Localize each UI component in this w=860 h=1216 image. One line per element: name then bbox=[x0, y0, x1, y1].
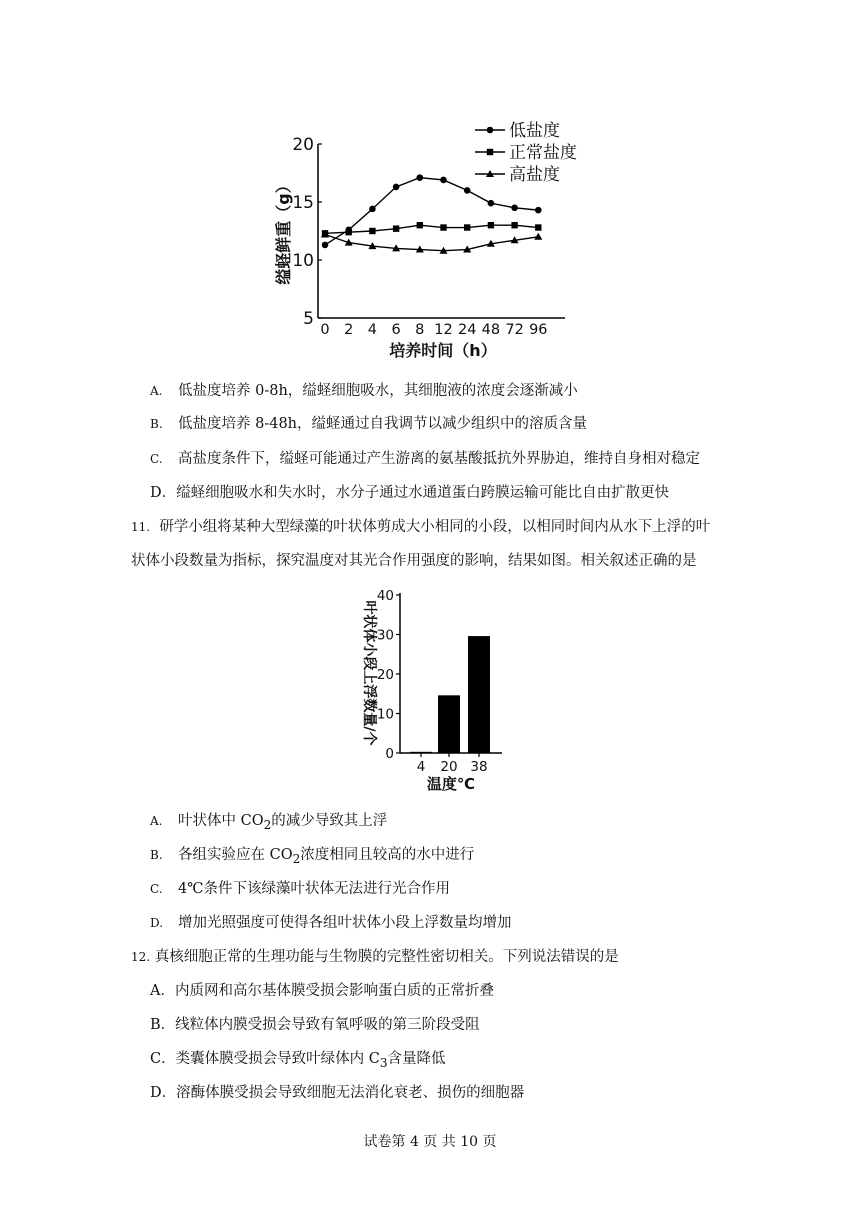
x-tick-label: 8 bbox=[415, 322, 425, 338]
x-tick-label: 12 bbox=[434, 322, 453, 338]
data-point bbox=[322, 242, 329, 249]
bar bbox=[468, 636, 490, 753]
page-footer: 试卷第 4 页 共 10 页 bbox=[363, 1134, 497, 1150]
series-line bbox=[325, 225, 538, 233]
data-point bbox=[440, 224, 446, 230]
data-point bbox=[440, 177, 447, 184]
x-tick-label: 20 bbox=[440, 759, 458, 775]
x-tick-label: 96 bbox=[529, 322, 548, 338]
data-point bbox=[369, 228, 375, 234]
q10-option-a: A. 低盐度培养 0-8h，缢蛏细胞吸水，其细胞液的浓度会逐渐减小 bbox=[150, 383, 578, 399]
q12-option-c: C．类囊体膜受损会导致叶绿体内 $C_3$含量降低 bbox=[150, 1051, 446, 1070]
y-tick-label: 5 bbox=[303, 309, 314, 329]
data-point bbox=[511, 205, 518, 212]
data-point bbox=[393, 184, 400, 191]
data-point bbox=[369, 206, 376, 213]
data-point bbox=[535, 207, 542, 214]
legend-label: 高盐度 bbox=[509, 165, 560, 185]
x-tick-label: 6 bbox=[391, 322, 401, 338]
y-tick-label: 30 bbox=[376, 627, 394, 644]
data-point bbox=[487, 149, 493, 155]
data-point bbox=[511, 222, 517, 228]
x-tick-label: 0 bbox=[320, 322, 330, 338]
x-tick-label: 72 bbox=[505, 322, 524, 338]
data-point bbox=[534, 233, 542, 240]
data-point bbox=[417, 222, 423, 228]
data-point bbox=[535, 224, 541, 230]
q12-option-b: B．线粒体内膜受损会导致有氧呼吸的第三阶段受阻 bbox=[150, 1017, 480, 1033]
y-tick-label: 20 bbox=[376, 667, 394, 683]
q11-option-c: C. 4℃条件下该绿藻叶状体无法进行光合作用 bbox=[150, 881, 450, 897]
x-axis-label: 培养时间（h） bbox=[389, 341, 497, 360]
q11-option-b: B. 各组实验应在 $CO_2$浓度相同且较高的水中进行 bbox=[150, 847, 475, 866]
q11-option-a: A. 叶状体中 $CO_2$的减少导致其上浮 bbox=[150, 813, 388, 832]
data-point bbox=[487, 127, 494, 134]
legend-label: 低盐度 bbox=[509, 121, 560, 141]
q11-stem-line2: 状体小段数量为指标，探究温度对其光合作用强度的影响，结果如图。相关叙述正确的是 bbox=[131, 553, 697, 569]
y-tick-label: 10 bbox=[376, 706, 394, 723]
y-tick-label: 10 bbox=[292, 251, 314, 271]
data-point bbox=[488, 222, 494, 228]
x-tick-label: 4 bbox=[367, 322, 378, 338]
legend-label: 正常盐度 bbox=[509, 143, 577, 163]
series-line bbox=[325, 234, 538, 250]
y-tick-label: 40 bbox=[376, 588, 394, 604]
x-tick-label: 38 bbox=[470, 759, 488, 775]
q12-option-d: D．溶酶体膜受损会导致细胞无法消化衰老、损伤的细胞器 bbox=[150, 1085, 525, 1101]
x-axis-label: 温度℃ bbox=[426, 775, 476, 793]
data-point bbox=[464, 187, 471, 194]
x-tick-label: 48 bbox=[481, 322, 501, 338]
x-tick-label: 24 bbox=[457, 322, 477, 338]
q10-option-d: D．缢蛏细胞吸水和失水时，水分子通过水通道蛋白跨膜运输可能比自由扩散更快 bbox=[150, 485, 670, 501]
data-point bbox=[488, 200, 495, 207]
q10-option-c: C. 高盐度条件下，缢蛏可能通过产生游离的氨基酸抵抗外界胁迫，维持自身相对稳定 bbox=[150, 451, 700, 467]
q11-option-d: D. 增加光照强度可使得各组叶状体小段上浮数量均增加 bbox=[150, 915, 512, 931]
q11-stem-line1: 11. 研学小组将某种大型绿藻的叶状体剪成大小相同的小段，以相同时间内从水下上浮的叶 bbox=[131, 519, 711, 535]
y-axis-label: 叶状体小段上浮数量/个 bbox=[361, 600, 377, 746]
y-tick-label: 0 bbox=[385, 746, 394, 762]
line-chart bbox=[265, 120, 615, 365]
q12-option-a: A．内质网和高尔基体膜受损会影响蛋白质的正常折叠 bbox=[150, 983, 494, 999]
y-axis-label: 缢蛏鲜重（g） bbox=[274, 177, 293, 285]
y-tick-label: 20 bbox=[292, 135, 314, 155]
data-point bbox=[417, 174, 424, 181]
bar bbox=[438, 695, 460, 753]
x-tick-label: 4 bbox=[416, 759, 426, 775]
q12-stem: 12. 真核细胞正常的生理功能与生物膜的完整性密切相关。下列说法错误的是 bbox=[131, 949, 619, 965]
data-point bbox=[346, 229, 352, 235]
bar-chart bbox=[350, 585, 515, 795]
x-tick-label: 2 bbox=[344, 322, 354, 338]
data-point bbox=[464, 224, 470, 230]
data-point bbox=[393, 225, 399, 231]
q10-option-b: B. 低盐度培养 8-48h，缢蛏通过自我调节以减少组织中的溶质含量 bbox=[150, 416, 588, 432]
y-tick-label: 15 bbox=[292, 193, 314, 213]
series-line bbox=[325, 178, 538, 245]
